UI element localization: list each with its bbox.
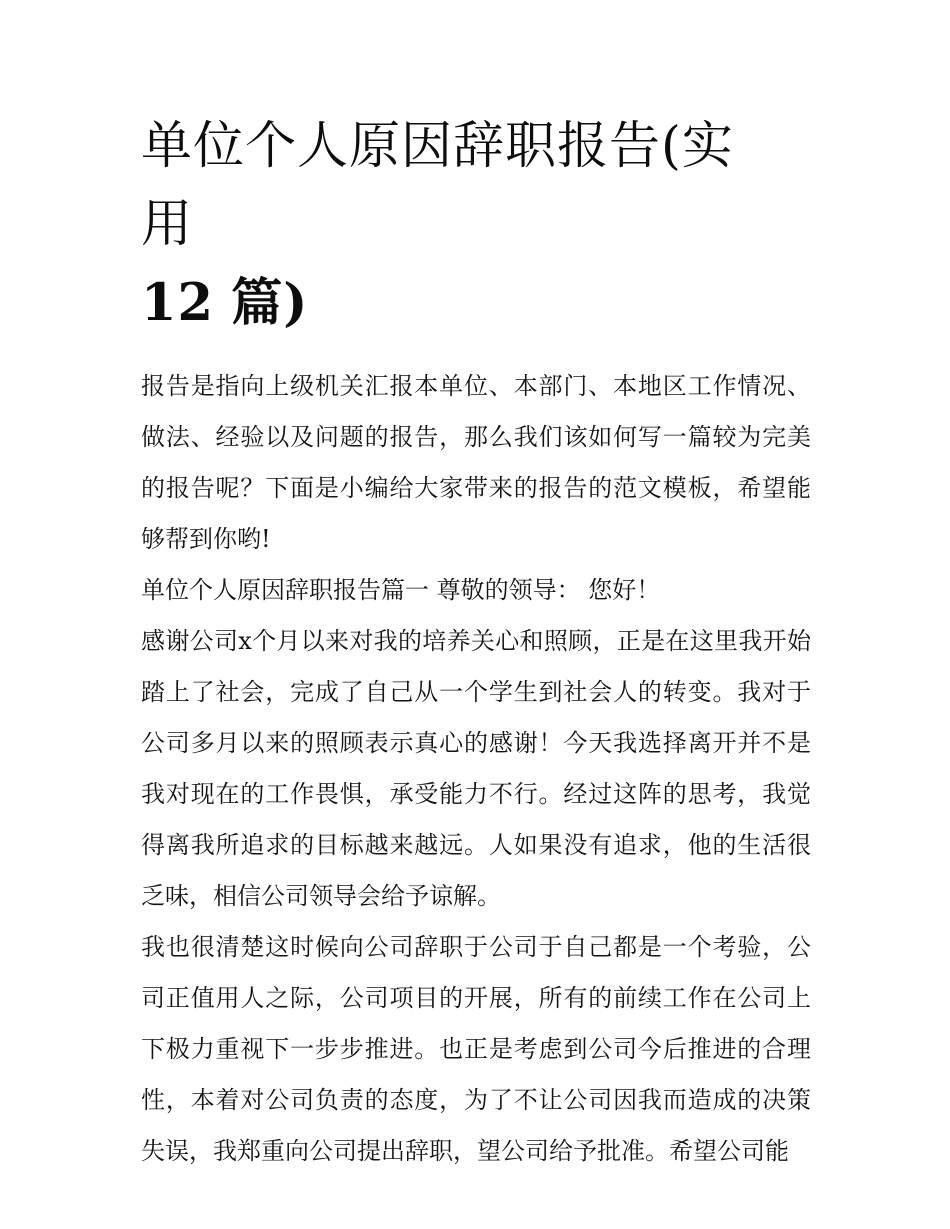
title-line-1: 单位个人原因辞职报告(实用	[141, 117, 734, 254]
body-paragraph: 我也很清楚这时候向公司辞职于公司于自己都是一个考验，公司正值用人之际，公司项目的开展，所有的前续工作在公司上下极力重视下一步步推进。也正是考虑到公司今后推进的合理性，本着对公司负责的态度，为了不让公司因我而造成的决策失误，我郑重向公司提出辞职，望公司给予批准。希望公司能	[141, 933, 811, 1165]
section-heading-paragraph: 单位个人原因辞职报告篇一 尊敬的领导： 您好！	[141, 576, 661, 604]
document-title	[141, 108, 781, 343]
body-paragraph: 感谢公司x个月以来对我的培养关心和照顾，正是在这里我开始踏上了社会，完成了自己从一个学生到社会人的转变。我对于公司多月以来的照顾表示真心的感谢！今天我选择离开并不是我对现在的工作畏惧，承受能力不行。经过这阵的思考，我觉得离我所追求的目标越来越远。人如果没有追求，他的生活很乏味，相信公司领导会给予谅解。	[141, 627, 811, 910]
document-content	[141, 108, 821, 1177]
title-line-2: 篇)	[231, 273, 309, 333]
intro-paragraph: 报告是指向上级机关汇报本单位、本部门、本地区工作情况、做法、经验以及问题的报告，那么我们该如何写一篇较为完美的报告呢？下面是小编给大家带来的报告的范文模板，希望能够帮到你哟!	[141, 372, 811, 553]
document-body	[141, 361, 811, 1177]
title-number: 12	[141, 273, 214, 333]
